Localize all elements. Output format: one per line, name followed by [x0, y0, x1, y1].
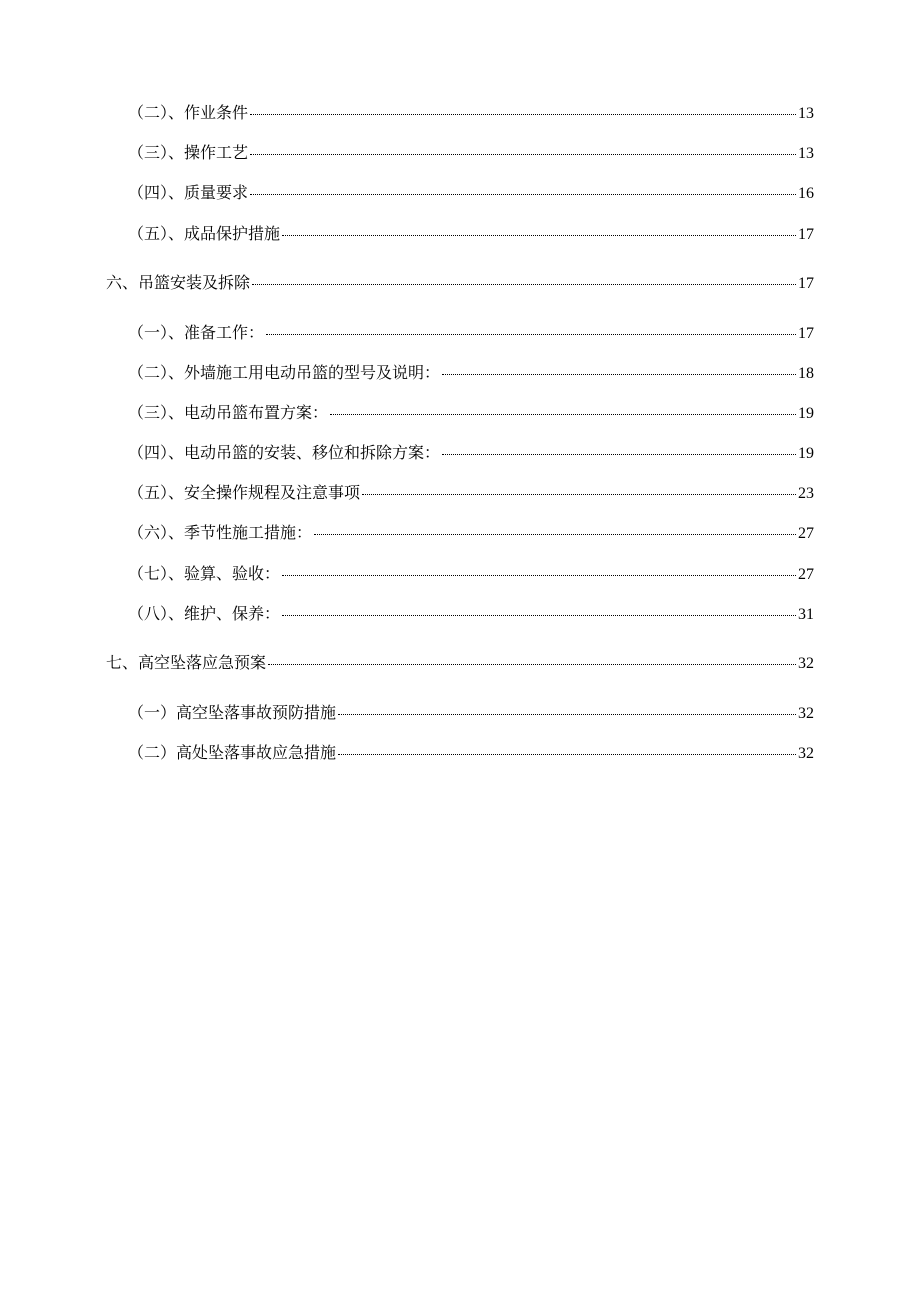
- toc-entry-title: （六）、季节性施工措施：: [128, 523, 313, 542]
- toc-entry-page: 13: [798, 105, 814, 122]
- toc-entry-title: （二）高处坠落事故应急措施: [128, 743, 337, 762]
- toc-entry[interactable]: [128, 143, 814, 164]
- toc-entry-page: 19: [798, 445, 814, 462]
- toc-entry[interactable]: [128, 323, 814, 344]
- toc-dot-leader: [282, 235, 796, 236]
- toc-entry-title: （一）高空坠落事故预防措施: [128, 703, 337, 722]
- toc-dot-leader: [338, 714, 796, 715]
- toc-entry-title: （五）、成品保护措施: [128, 224, 281, 243]
- toc-dot-leader: [338, 754, 796, 755]
- toc-entry[interactable]: [128, 564, 814, 585]
- toc-entry-page: 32: [798, 655, 814, 672]
- toc-entry-title: （七）、验算、验收：: [128, 564, 281, 583]
- toc-entry-page: 19: [798, 405, 814, 422]
- toc-entry[interactable]: [128, 443, 814, 464]
- toc-entry[interactable]: [128, 604, 814, 625]
- toc-dot-leader: [252, 284, 796, 285]
- toc-dot-leader: [266, 334, 796, 335]
- toc-entry[interactable]: [128, 483, 814, 504]
- toc-entry[interactable]: [128, 183, 814, 204]
- toc-entry[interactable]: [128, 703, 814, 724]
- toc-entry-page: 27: [798, 525, 814, 542]
- toc-dot-leader: [362, 494, 796, 495]
- toc-entry[interactable]: [106, 653, 814, 674]
- toc-entry-title: 六、吊篮安装及拆除: [106, 273, 251, 292]
- toc-dot-leader: [268, 664, 796, 665]
- toc-entry-page: 32: [798, 705, 814, 722]
- toc-dot-leader: [442, 454, 796, 455]
- toc-entry[interactable]: [128, 224, 814, 245]
- toc-dot-leader: [282, 615, 796, 616]
- toc-entry-title: （四）、质量要求: [128, 183, 249, 202]
- toc-entry-page: 32: [798, 745, 814, 762]
- toc-entry-page: 17: [798, 226, 814, 243]
- toc-entry[interactable]: [128, 363, 814, 384]
- toc-entry-title: （三）、操作工艺: [128, 143, 249, 162]
- toc-entry[interactable]: [128, 743, 814, 764]
- toc-entry-page: 17: [798, 325, 814, 342]
- toc-entry-page: 16: [798, 185, 814, 202]
- toc-entry-title: （三）、电动吊篮布置方案：: [128, 403, 329, 422]
- toc-dot-leader: [250, 114, 796, 115]
- toc-dot-leader: [282, 575, 796, 576]
- toc-dot-leader: [250, 154, 796, 155]
- toc-entry-title: （二）、外墙施工用电动吊篮的型号及说明：: [128, 363, 441, 382]
- toc-dot-leader: [314, 534, 796, 535]
- toc-entry-title: （五）、安全操作规程及注意事项: [128, 483, 361, 502]
- toc-entry[interactable]: [128, 523, 814, 544]
- toc-entry-title: （二）、作业条件: [128, 103, 249, 122]
- toc-entry-page: 18: [798, 365, 814, 382]
- toc-entry-page: 31: [798, 606, 814, 623]
- toc-entry-page: 13: [798, 145, 814, 162]
- toc-entry-title: 七、高空坠落应急预案: [106, 653, 267, 672]
- toc-entry-title: （八）、维护、保养：: [128, 604, 281, 623]
- toc-entry[interactable]: [128, 103, 814, 124]
- toc-dot-leader: [330, 414, 796, 415]
- toc-dot-leader: [442, 374, 796, 375]
- toc-entry-page: 27: [798, 566, 814, 583]
- toc-entry-title: （四）、电动吊篮的安装、移位和拆除方案：: [128, 443, 441, 462]
- toc-entry-page: 17: [798, 275, 814, 292]
- toc-entry[interactable]: [128, 403, 814, 424]
- toc-entry-page: 23: [798, 485, 814, 502]
- toc-entry-title: （一）、准备工作：: [128, 323, 265, 342]
- toc-entry[interactable]: [106, 273, 814, 294]
- toc-dot-leader: [250, 194, 796, 195]
